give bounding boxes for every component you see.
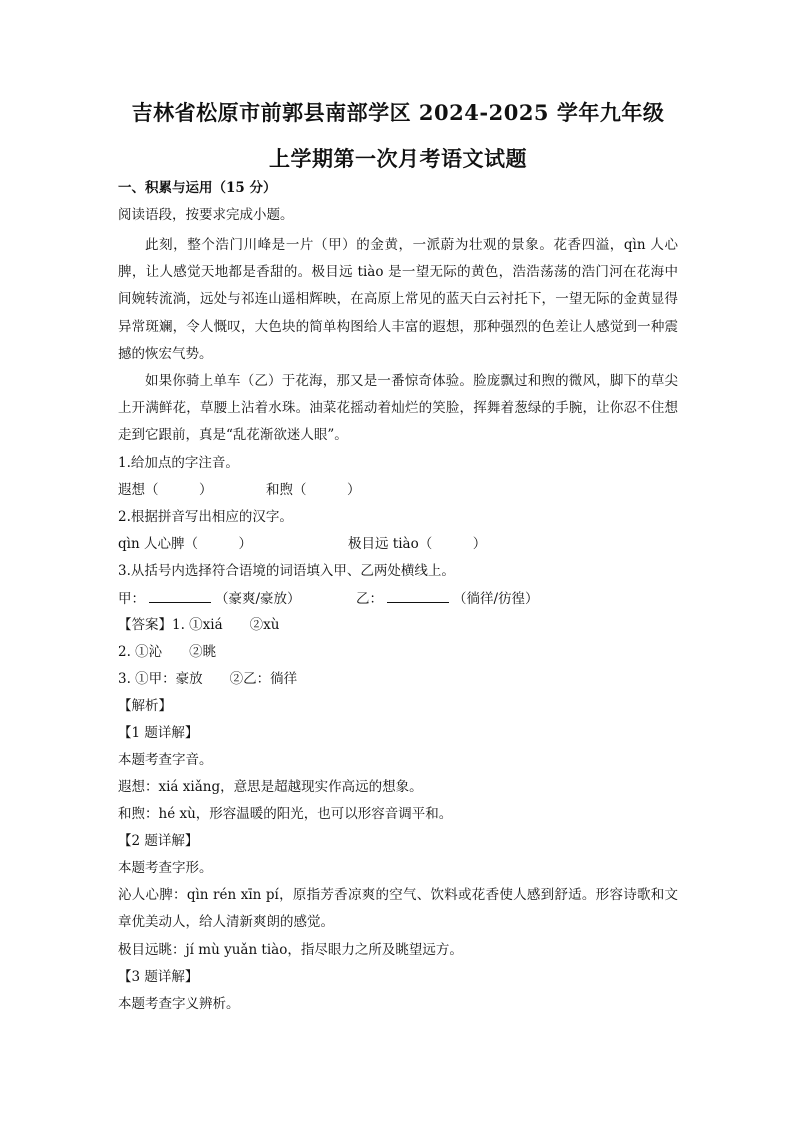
- question-1-item-a: 遐想（ ）: [118, 482, 213, 498]
- detail-1-intro: 本题考查字音。: [118, 752, 213, 768]
- question-2-item-b: 极目远 tiào（ ）: [348, 536, 487, 552]
- passage-paragraph-2: 如果你骑上单车（乙）于花海，那又是一番惊奇体验。脸庞飘过和煦的微风，脚下的草尖上开满鲜花，草腰上沾着水珠。油菜花摇动着灿烂的笑脸，挥舞着葱绿的手腕，让你忍不住想走到它跟前，真是“乱花渐欲迷人眼”。: [118, 373, 678, 444]
- detail-1-line-2: 和煦：hé xù，形容温暖的阳光，也可以形容音调平和。: [118, 806, 453, 822]
- detail-2-heading: 【2 题详解】: [118, 833, 199, 849]
- analysis-heading: 【解析】: [118, 698, 172, 714]
- question-1: 1.给加点的字注音。: [118, 455, 239, 471]
- document-title-line1: 吉林省松原市前郭县南部学区 2024-2025 学年九年级: [131, 100, 665, 125]
- answer-blank-b: [387, 588, 449, 603]
- detail-1-heading: 【1 题详解】: [118, 725, 199, 741]
- detail-3-heading: 【3 题详解】: [118, 969, 199, 985]
- answer-3: 3. ①甲：豪放 ②乙：徜徉: [118, 671, 298, 687]
- question-3: 3.从括号内选择符合语境的词语填入甲、乙两处横线上。: [118, 563, 455, 579]
- question-3-b-label: 乙：: [356, 591, 383, 607]
- question-2-item-a: qìn 人心脾（ ）: [118, 536, 252, 552]
- question-3-a-label: 甲：: [118, 591, 145, 607]
- section-heading: 一、积累与运用（15 分）: [118, 180, 277, 196]
- instruction-text: 阅读语段，按要求完成小题。: [118, 207, 294, 223]
- detail-1-line-1: 遐想：xiá xiǎng，意思是超越现实作高远的想象。: [118, 779, 423, 795]
- question-1-item-b: 和煦（ ）: [266, 482, 361, 498]
- question-2: 2.根据拼音写出相应的汉字。: [118, 509, 293, 525]
- detail-2-intro: 本题考查字形。: [118, 860, 213, 876]
- answer-blank-a: [149, 588, 211, 603]
- question-3-a-options: （豪爽/豪放）: [215, 591, 301, 607]
- question-3-b-options: （徜徉/彷徨）: [453, 591, 539, 607]
- passage-paragraph-1: 此刻，整个浩门川峰是一片（甲）的金黄，一派蔚为壮观的景象。花香四溢，qìn 人心脾，让人感觉天地都是香甜的。极目远 tiào 是一望无际的黄色，浩浩荡荡的浩门河在花海中间婉转流淌，远处与祁连山遥相辉映，在高原上常见的蓝天白云衬托下，一望无际的金黄显得异常斑斓，令人慨叹，大色块的简单构图给人丰富的遐想，那种强烈的色差让人感觉到一种震撼的恢宏气势。: [118, 237, 678, 362]
- document-title-line2: 上学期第一次月考语文试题: [269, 146, 527, 171]
- detail-2-line-2: 极目远眺：jí mù yuǎn tiào，指尽眼力之所及眺望远方。: [118, 942, 463, 958]
- detail-3-intro: 本题考查字义辨析。: [118, 996, 240, 1012]
- question-3-item-b: [356, 588, 539, 609]
- answer-1: 【答案】1. ①xiá ②xù: [118, 617, 280, 633]
- detail-2-paragraph: 沁人心脾：qìn rén xīn pí，原指芳香凉爽的空气、饮料或花香使人感到舒适。形容诗歌和文章优美动人，给人清新爽朗的感觉。: [118, 887, 678, 931]
- answer-2: 2. ①沁 ②眺: [118, 644, 217, 660]
- question-3-item-a: [118, 588, 301, 609]
